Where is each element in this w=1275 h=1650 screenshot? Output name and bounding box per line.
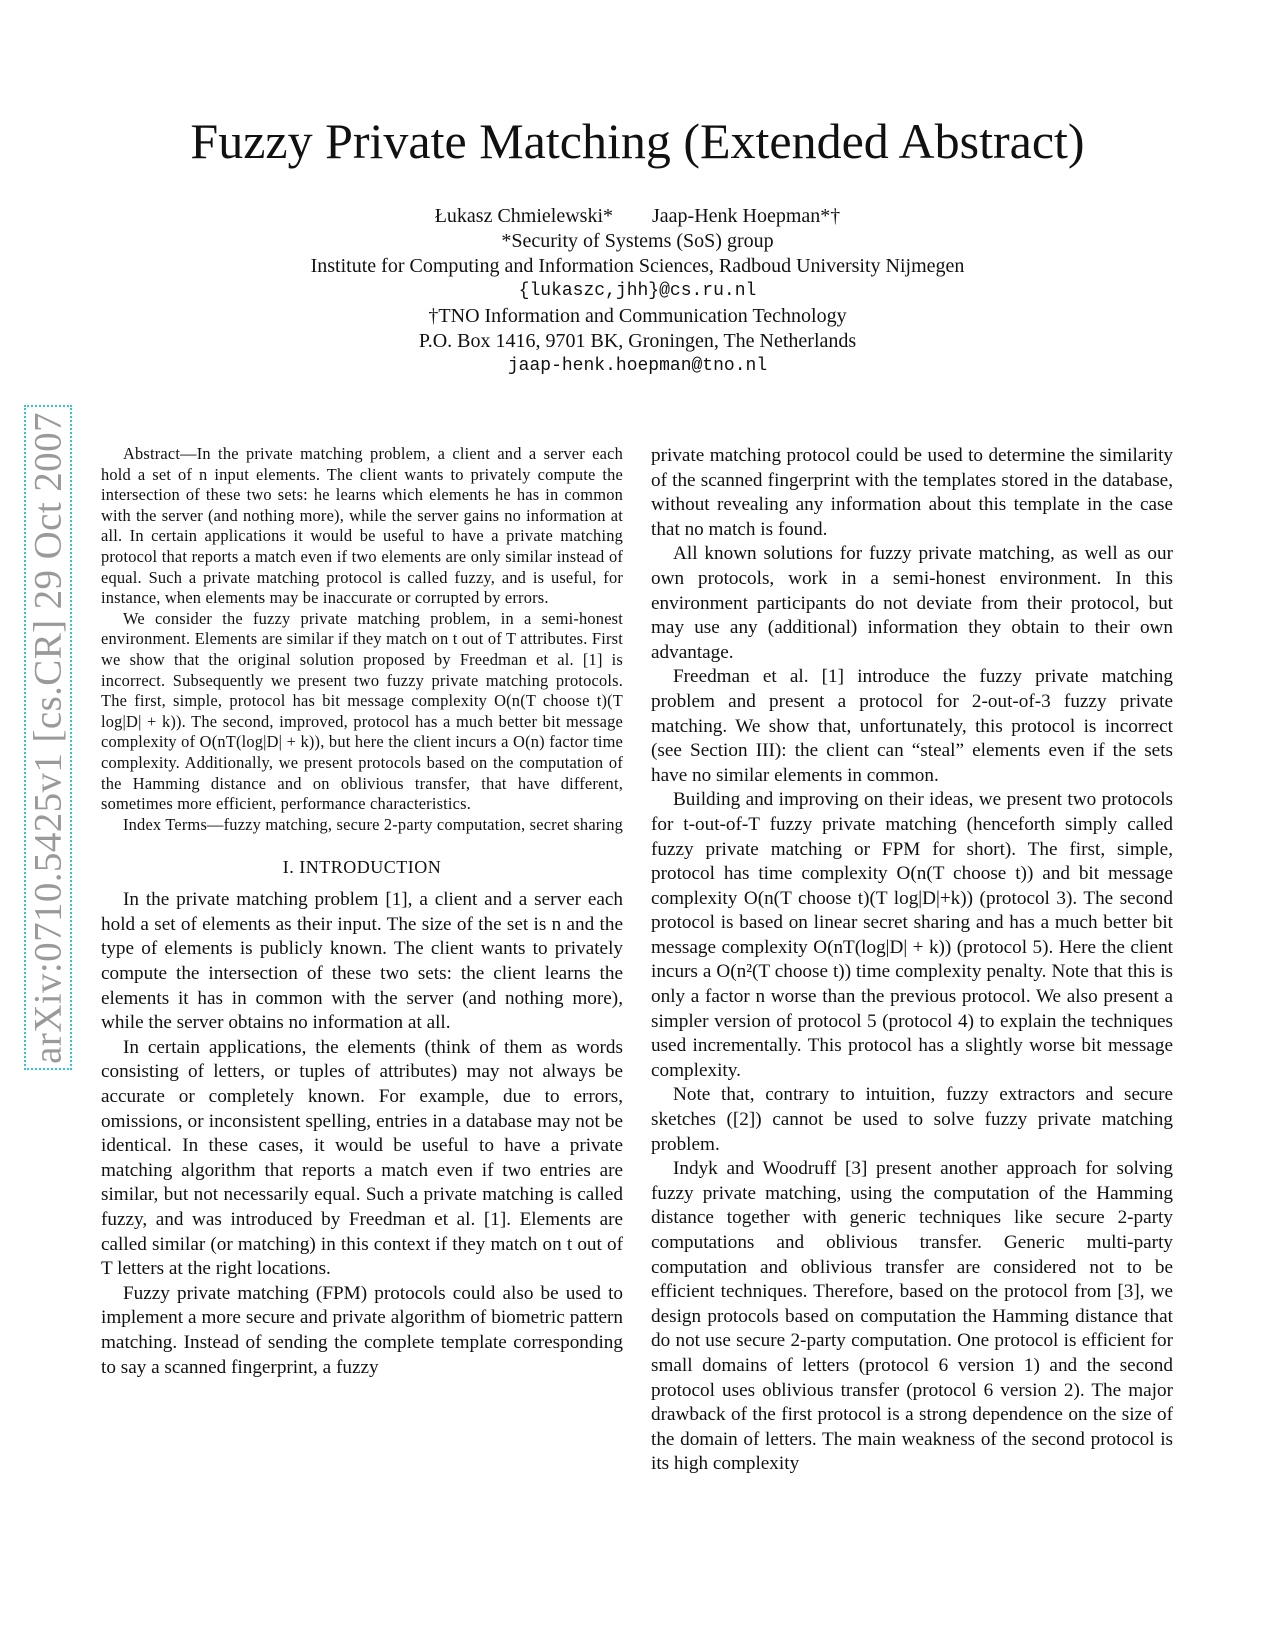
abstract-paragraph-2: We consider the fuzzy private matching problem, in a semi-honest environment. Elements are similar if they match on t out of T attributes. First we show that the original solution proposed by Freedman et al. [1] is incorrect. Subsequently we present two fuzzy private matching protocols. The first, simple, protocol has bit message complexity O(n(T choose t)(T log|D| + k)). The second, improved, protocol has a much better bit message complexity of O(nT(log|D| + k)), but here the client incurs a O(n) factor time complexity. Additionally, we present protocols based on the computation of the Hamming distance and on oblivious transfer, that have different, sometimes more efficient, performance characteristics. <box>101 608 623 814</box>
intro-paragraph-2: In certain applications, the elements (think of them as words consisting of letters, or tuples of attributes) may not always be accurate or completely known. For example, due to errors, omissions, or inconsistent spelling, entries in a database may not be identical. In these cases, it would be useful to have a private matching algorithm that reports a match even if two entries are similar, but not necessarily equal. Such a private matching is called fuzzy, and was introduced by Freedman et al. [1]. Elements are called similar (or matching) in this context if they match on t out of T letters at the right locations. <box>101 1036 623 1280</box>
intro-paragraph-3: Fuzzy private matching (FPM) protocols could also be used to implement a more secure and private algorithm of biometric pattern matching. Instead of sending the complete template corresponding to say a scanned fingerprint, a fuzzy <box>101 1282 623 1378</box>
affiliation-2-org: †TNO Information and Communication Technology <box>428 305 847 327</box>
affiliation-2-email: jaap-henk.hoepman@tno.nl <box>507 356 768 376</box>
affiliation-2-address: P.O. Box 1416, 9701 BK, Groningen, The Netherlands <box>418 330 857 352</box>
affiliation-1-group: *Security of Systems (SoS) group <box>501 230 774 252</box>
right-paragraph-6: Indyk and Woodruff [3] present another approach for solving fuzzy private matching, using the computation of the Hamming distance together with generic techniques like secure 2-party computations and oblivious transfer. Generic multi-party computation and oblivious transfer are considered not to be efficient techniques. Therefore, based on the protocol from [3], we design protocols based on computation the Hamming distance that do not use secure 2-party computation. One protocol is efficient for small domains of letters (protocol 6 version 1) and the second protocol uses oblivious transfer (protocol 6 version 2). The major drawback of the first protocol is a strong dependence on the size of the domain of letters. The main weakness of the second protocol is its high complexity <box>651 1158 1173 1475</box>
intro-right-text <box>651 444 1173 1477</box>
section-heading: I. INTRODUCTION <box>282 857 442 878</box>
author-1: Łukasz Chmielewski* <box>434 205 614 227</box>
author-2: Jaap-Henk Hoepman*† <box>652 205 841 227</box>
abstract-paragraph-1: Abstract—In the private matching problem, a client and a server each hold a set of n input elements. The client wants to privately compute the intersection of these two sets: he learns which elements he has in common with the server (and nothing more), while the server gains no information at all. In certain applications it would be useful to have a private matching protocol that reports a match even if two elements are only similar instead of equal. Such a private matching protocol is called fuzzy, and is useful, for instance, when elements may be inaccurate or corrupted by errors. <box>101 444 623 608</box>
affiliation-1-email: {lukaszc,jhh}@cs.ru.nl <box>518 281 757 301</box>
affiliation-1-institute: Institute for Computing and Information Sciences, Radboud University Nijmegen <box>310 255 965 277</box>
index-terms: Index Terms—fuzzy matching, secure 2-party computation, secret sharing <box>123 814 624 834</box>
abstract <box>101 444 623 835</box>
arxiv-identifier: arXiv:0710.5425v1 [cs.CR] 29 Oct 2007 <box>26 411 70 1064</box>
paper-title: Fuzzy Private Matching (Extended Abstract) <box>190 113 1085 169</box>
author-block <box>0 204 1275 379</box>
intro-paragraph-1: In the private matching problem [1], a client and a server each hold a set of elements as their input. The size of the set is n and the type of elements is publicly known. The client wants to privately compute the intersection of these two sets: the client learns the elements it has in common with the server (and nothing more), while the server obtains no information at all. <box>101 889 623 1034</box>
right-paragraph-1: private matching protocol could be used to determine the similarity of the scanned fingerprint with the templates stored in the database, without revealing any information about this template in the case that no match is found. <box>651 445 1173 540</box>
right-paragraph-5: Note that, contrary to intuition, fuzzy extractors and secure sketches ([2]) cannot be used to solve fuzzy private matching problem. <box>651 1084 1173 1155</box>
arxiv-stamp <box>24 405 72 1070</box>
right-paragraph-4: Building and improving on their ideas, we present two protocols for t-out-of-T fuzzy private matching (henceforth simply called fuzzy private matching or FPM for short). The first, simple, protocol has time complexity O(n(T choose t)) and bit message complexity O(n(T choose t)(T log|D|+k)) (protocol 3). The second protocol is based on linear secret sharing and has a much better bit message complexity O(nT(log|D| + k)) (protocol 5). Here the client incurs a O(n²(T choose t)) time complexity penalty. Note that this is only a factor n worse than the previous protocol. We also present a simpler version of protocol 5 (protocol 4) to explain the techniques used incrementally. This protocol has a slightly worse bit message complexity. <box>651 789 1173 1081</box>
left-column <box>101 444 623 1380</box>
right-column <box>651 444 1173 1477</box>
author-names <box>0 204 1275 229</box>
intro-left-text <box>101 888 623 1380</box>
right-paragraph-2: All known solutions for fuzzy private matching, as well as our own protocols, work in a semi-honest environment. In this environment participants do not deviate from their protocol, but may use any (additional) information they obtain to their own advantage. <box>651 543 1173 663</box>
right-paragraph-3: Freedman et al. [1] introduce the fuzzy private matching problem and present a protocol for 2-out-of-3 fuzzy private matching. We show that, unfortunately, this protocol is incorrect (see Section III): the client can “steal” elements even if the sets have no similar elements in common. <box>651 666 1173 786</box>
